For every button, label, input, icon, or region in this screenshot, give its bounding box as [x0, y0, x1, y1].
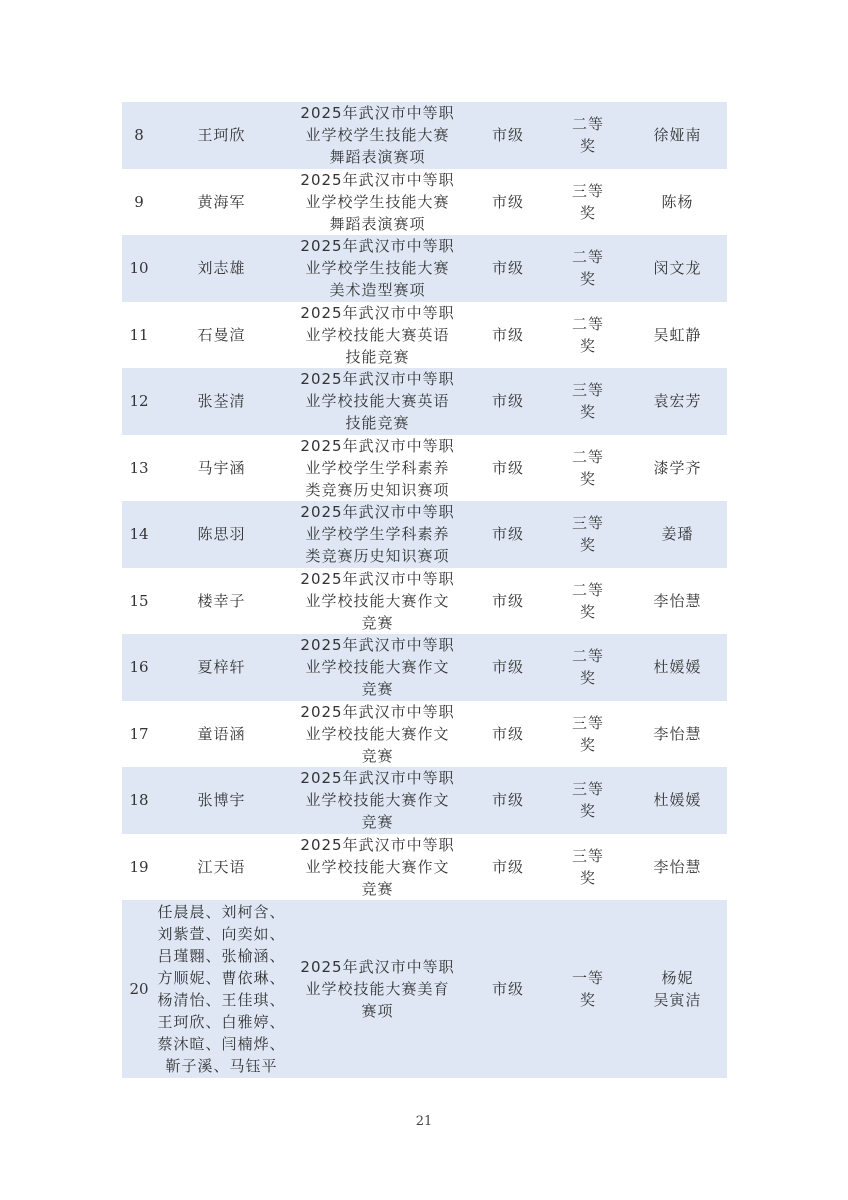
table-row	[122, 302, 727, 369]
award-grade: 二等 奖	[571, 447, 604, 488]
awards-table	[122, 102, 727, 1078]
award-grade: 三等 奖	[571, 846, 604, 887]
table-row	[122, 235, 727, 302]
award-level: 市级	[491, 259, 524, 278]
award-grade: 三等 奖	[571, 780, 604, 821]
row-number: 19	[129, 857, 149, 876]
competition-name: 2025年武汉市中等职 业学校学生技能大赛 舞蹈表演赛项	[300, 104, 455, 167]
row-number: 20	[122, 900, 156, 1078]
student-name: 黄海军	[197, 192, 246, 211]
competition-name: 2025年武汉市中等职 业学校技能大赛作文 竞赛	[300, 702, 455, 765]
row-number: 18	[122, 767, 156, 834]
award-level: 市级	[491, 857, 524, 876]
student-name: 陈思羽	[197, 525, 246, 544]
row-number: 15	[129, 591, 149, 610]
row-number: 12	[122, 368, 156, 435]
student-name: 楼幸子	[197, 591, 246, 610]
table-row	[122, 169, 727, 236]
award-level: 市级	[491, 724, 524, 743]
student-name: 任晨晨、刘柯含、 刘紫萱、向奕如、 吕瑾翾、张榆涵、 方顺妮、曹依琳、 杨清怡、王佳琪、 王珂欣、白雅婷、 蔡沐暄、闫楠烨、 靳子溪、马钰平	[157, 903, 286, 1075]
student-name: 江天语	[197, 857, 246, 876]
row-number: 13	[129, 458, 149, 477]
student-name: 马宇涵	[197, 458, 246, 477]
competition-name: 2025年武汉市中等职 业学校学生学科素养 类竞赛历史知识赛项	[300, 436, 455, 499]
table-row	[122, 501, 727, 568]
award-grade: 一等 奖	[571, 969, 604, 1009]
student-name: 王珂欣	[197, 126, 246, 145]
instructor-name: 闵文龙	[653, 259, 702, 278]
competition-name: 2025年武汉市中等职 业学校学生学科素养 类竞赛历史知识赛项	[300, 503, 455, 566]
competition-name: 2025年武汉市中等职 业学校技能大赛作文 竞赛	[300, 636, 455, 699]
table-row	[122, 767, 727, 834]
award-level: 市级	[491, 791, 524, 810]
award-level: 市级	[491, 591, 524, 610]
row-number: 17	[129, 724, 149, 743]
row-number: 9	[134, 192, 144, 211]
competition-name: 2025年武汉市中等职 业学校技能大赛作文 竞赛	[300, 569, 455, 632]
instructor-name: 袁宏芳	[653, 392, 702, 411]
instructor-name: 姜璠	[661, 525, 694, 544]
row-number: 11	[129, 325, 149, 344]
award-grade: 三等 奖	[571, 713, 604, 754]
competition-name: 2025年武汉市中等职 业学校技能大赛美育 赛项	[300, 958, 455, 1020]
award-level: 市级	[491, 392, 524, 411]
row-number: 10	[122, 235, 156, 302]
award-grade: 三等 奖	[571, 514, 604, 555]
award-level: 市级	[491, 525, 524, 544]
student-name: 童语涵	[197, 724, 246, 743]
award-level: 市级	[491, 325, 524, 344]
instructor-name: 杨妮 吴寅洁	[653, 969, 702, 1009]
instructor-name: 陈杨	[661, 192, 694, 211]
instructor-name: 徐娅南	[653, 126, 702, 145]
table-row	[122, 435, 727, 502]
award-grade: 二等 奖	[571, 580, 604, 621]
competition-name: 2025年武汉市中等职 业学校技能大赛英语 技能竞赛	[300, 303, 455, 366]
award-grade: 二等 奖	[571, 314, 604, 355]
table-row	[122, 900, 727, 1078]
table-row	[122, 634, 727, 701]
instructor-name: 漆学齐	[653, 458, 702, 477]
table-row	[122, 102, 727, 169]
award-level: 市级	[491, 658, 524, 677]
competition-name: 2025年武汉市中等职 业学校学生技能大赛 美术造型赛项	[300, 237, 455, 300]
competition-name: 2025年武汉市中等职 业学校学生技能大赛 舞蹈表演赛项	[300, 170, 455, 233]
instructor-name: 李怡慧	[653, 857, 702, 876]
row-number: 8	[122, 102, 156, 169]
award-grade: 三等 奖	[571, 181, 604, 222]
row-number: 14	[122, 501, 156, 568]
instructor-name: 杜媛媛	[653, 791, 702, 810]
competition-name: 2025年武汉市中等职 业学校技能大赛作文 竞赛	[300, 835, 455, 898]
instructor-name: 李怡慧	[653, 591, 702, 610]
student-name: 张博宇	[197, 791, 246, 810]
table-row	[122, 368, 727, 435]
table-row	[122, 568, 727, 635]
award-grade: 三等 奖	[571, 381, 604, 422]
instructor-name: 杜媛媛	[653, 658, 702, 677]
award-level: 市级	[491, 458, 524, 477]
instructor-name: 李怡慧	[653, 724, 702, 743]
page-number: 21	[415, 1114, 433, 1129]
award-level: 市级	[491, 126, 524, 145]
student-name: 刘志雄	[197, 259, 246, 278]
award-level: 市级	[491, 192, 524, 211]
award-grade: 二等 奖	[571, 248, 604, 289]
competition-name: 2025年武汉市中等职 业学校技能大赛英语 技能竞赛	[300, 370, 455, 433]
instructor-name: 吴虹静	[653, 325, 702, 344]
student-name: 张荃清	[197, 392, 246, 411]
table-row	[122, 701, 727, 768]
table-row	[122, 834, 727, 901]
competition-name: 2025年武汉市中等职 业学校技能大赛作文 竞赛	[300, 769, 455, 832]
award-level: 市级	[491, 980, 524, 998]
award-grade: 二等 奖	[571, 115, 604, 156]
row-number: 16	[122, 634, 156, 701]
student-name: 夏梓轩	[197, 658, 246, 677]
award-grade: 二等 奖	[571, 647, 604, 688]
student-name: 石曼渲	[197, 325, 246, 344]
